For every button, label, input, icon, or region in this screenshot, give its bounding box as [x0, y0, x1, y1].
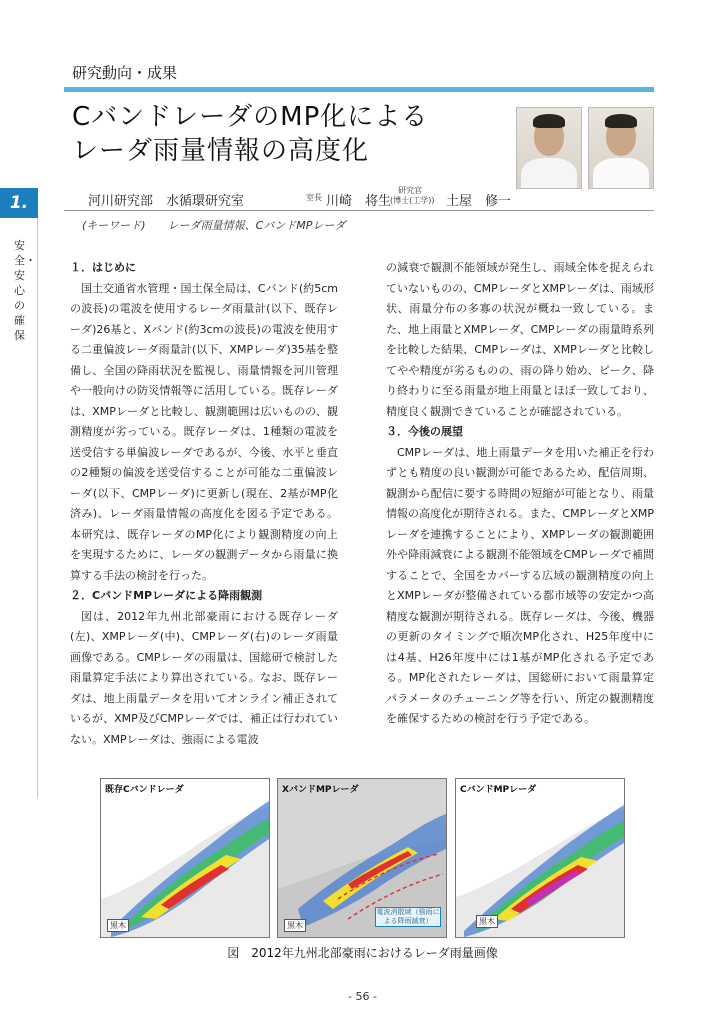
figure-panel-x-band-mp — [277, 778, 447, 938]
keywords: (キーワード) レーダ雨量情報、CバンドMPレーダ — [82, 219, 346, 232]
paragraph-continued: の減衰で観測不能領域が発生し、雨域全体を捉えられていないものの、CMPレーダとXMPレーダは、雨域形状、雨量分布の多寡の状況が概ね一致している。また、地上雨量とXMPレーダ、CMPレーダの雨量時系列を比較した結果、CMPレーダは、XMPレーダと比較してやや精度が劣るものの、雨の降り始め、ピーク、降り終わりに至る雨量が地上雨量とほぼ一致しており、精度良く観測できていることが確認されている。 — [386, 261, 654, 418]
title-line-1: CバンドレーダのMP化による — [72, 102, 429, 132]
byline-name-2: 土屋 修一 — [446, 194, 512, 209]
figure-caption: 図 2012年九州北部豪雨におけるレーダ雨量画像 — [227, 946, 498, 960]
byline-role-1: 室長 — [306, 193, 322, 202]
article-title — [72, 100, 428, 168]
title-line-2: レーダ雨量情報の高度化 — [72, 136, 370, 166]
byline-role-2-degree: (博士(工学)) — [390, 196, 435, 205]
radar-image-3 — [456, 779, 624, 937]
heading-introduction: １．はじめに — [70, 261, 136, 274]
chapter-tab: 安全・安心の確保 — [14, 239, 36, 342]
left-column — [70, 258, 338, 750]
kuroki-label-3: 黒木 — [476, 915, 498, 928]
right-column — [386, 258, 654, 730]
keyword-rule — [64, 210, 654, 211]
header-rule — [64, 87, 654, 92]
byline-role-2: 研究官 — [398, 186, 422, 195]
byline-name-1: 川崎 将生 — [326, 194, 392, 209]
panel-title-2: XバンドMPレーダ — [282, 785, 359, 795]
byline-department: 河川研究部 水循環研究室 — [88, 194, 245, 209]
figure-panel-c-band-mp — [455, 778, 625, 938]
panel-title-3: CバンドMPレーダ — [460, 785, 537, 795]
figure-panel-existing-c-band — [100, 778, 270, 938]
panel-title-1: 既存Cバンドレーダ — [105, 785, 184, 795]
side-divider — [37, 218, 38, 798]
paragraph-c-band-mp: 図は、2012年九州北部豪雨における既存レーダ(左)、XMPレーダ(中)、CMPレーダ(右)のレーダ雨量画像である。CMPレーダの雨量は、国総研で検討した雨量算定手法により算出されている。なお、既存レーダは、地上雨量データを用いてオンライン補正されているが、XMP及びCMPレーダでは、補正は行われていない。XMPレーダは、強雨による電波 — [70, 609, 338, 746]
paragraph-introduction: 国土交通省水管理・国土保全局は、Cバンド(約5cmの波長)の電波を使用するレーダ雨量計(以下、既存レーダ)26基と、Xバンド(約3cmの波長)の電波を使用する二重偏波レーダ雨量計(以下、XMPレーダ)35基を整備し、全国の降雨状況を監視し、雨量情報を河川管理や一般向けの防災情報等に活用している。既存レーダは、XMPレーダと比較し、観測範囲は広いものの、観測精度が劣っている。既存レーダは、1種類の電波を送受信する単偏波レーダであるが、今後、水平と垂直の2種類の偏波を送受信することが可能な二重偏波レーダ(以下、CMPレーダ)に更新し(現在、2基がMP化済み)、レーダ雨量情報の高度化を図る予定である。本研究は、既存レーダのMP化により観測精度の向上を実現するために、レーダの観測データから雨量に換算する手法の検討を行った。 — [70, 281, 338, 582]
author-photo-2 — [588, 107, 654, 189]
page-number: - 56 - — [348, 990, 377, 1003]
paragraph-outlook: CMPレーダは、地上雨量データを用いた補正を行わずとも精度の良い観測が可能であるため、配信周期、観測から配信に要する時間の短縮が可能となり、雨量情報の高度化が期待される。また、CMPレーダとXMPレーダを連携することにより、XMPレーダの観測範囲外や降雨減衰による観測不能領域をCMPレーダで補間することで、全国をカバーする広域の観測精度の向上とXMPレーダが整備されている都市域等の安定かつ高精度な観測が期待される。既存レーダは、今後、機器の更新のタイミングで順次MP化され、H25年度中には4基、H26年度中には1基がMP化される予定である。MP化されたレーダは、国総研において雨量算定パラメータのチューニング等を行い、所定の観測精度を確保するための検討を行う予定である。 — [386, 445, 654, 725]
attenuation-callout: 電波消散域（強雨による降雨減衰） — [376, 908, 440, 925]
kuroki-label-1: 黒木 — [107, 919, 129, 932]
heading-outlook: ３．今後の展望 — [386, 425, 463, 438]
kuroki-label-2: 黒木 — [284, 919, 306, 932]
radar-image-1 — [101, 779, 269, 937]
heading-c-band-mp: ２．CバンドMPレーダによる降雨観測 — [70, 589, 263, 602]
author-photo-1 — [516, 107, 582, 189]
section-label: 研究動向・成果 — [72, 64, 178, 82]
chapter-number: 1. — [0, 188, 38, 218]
